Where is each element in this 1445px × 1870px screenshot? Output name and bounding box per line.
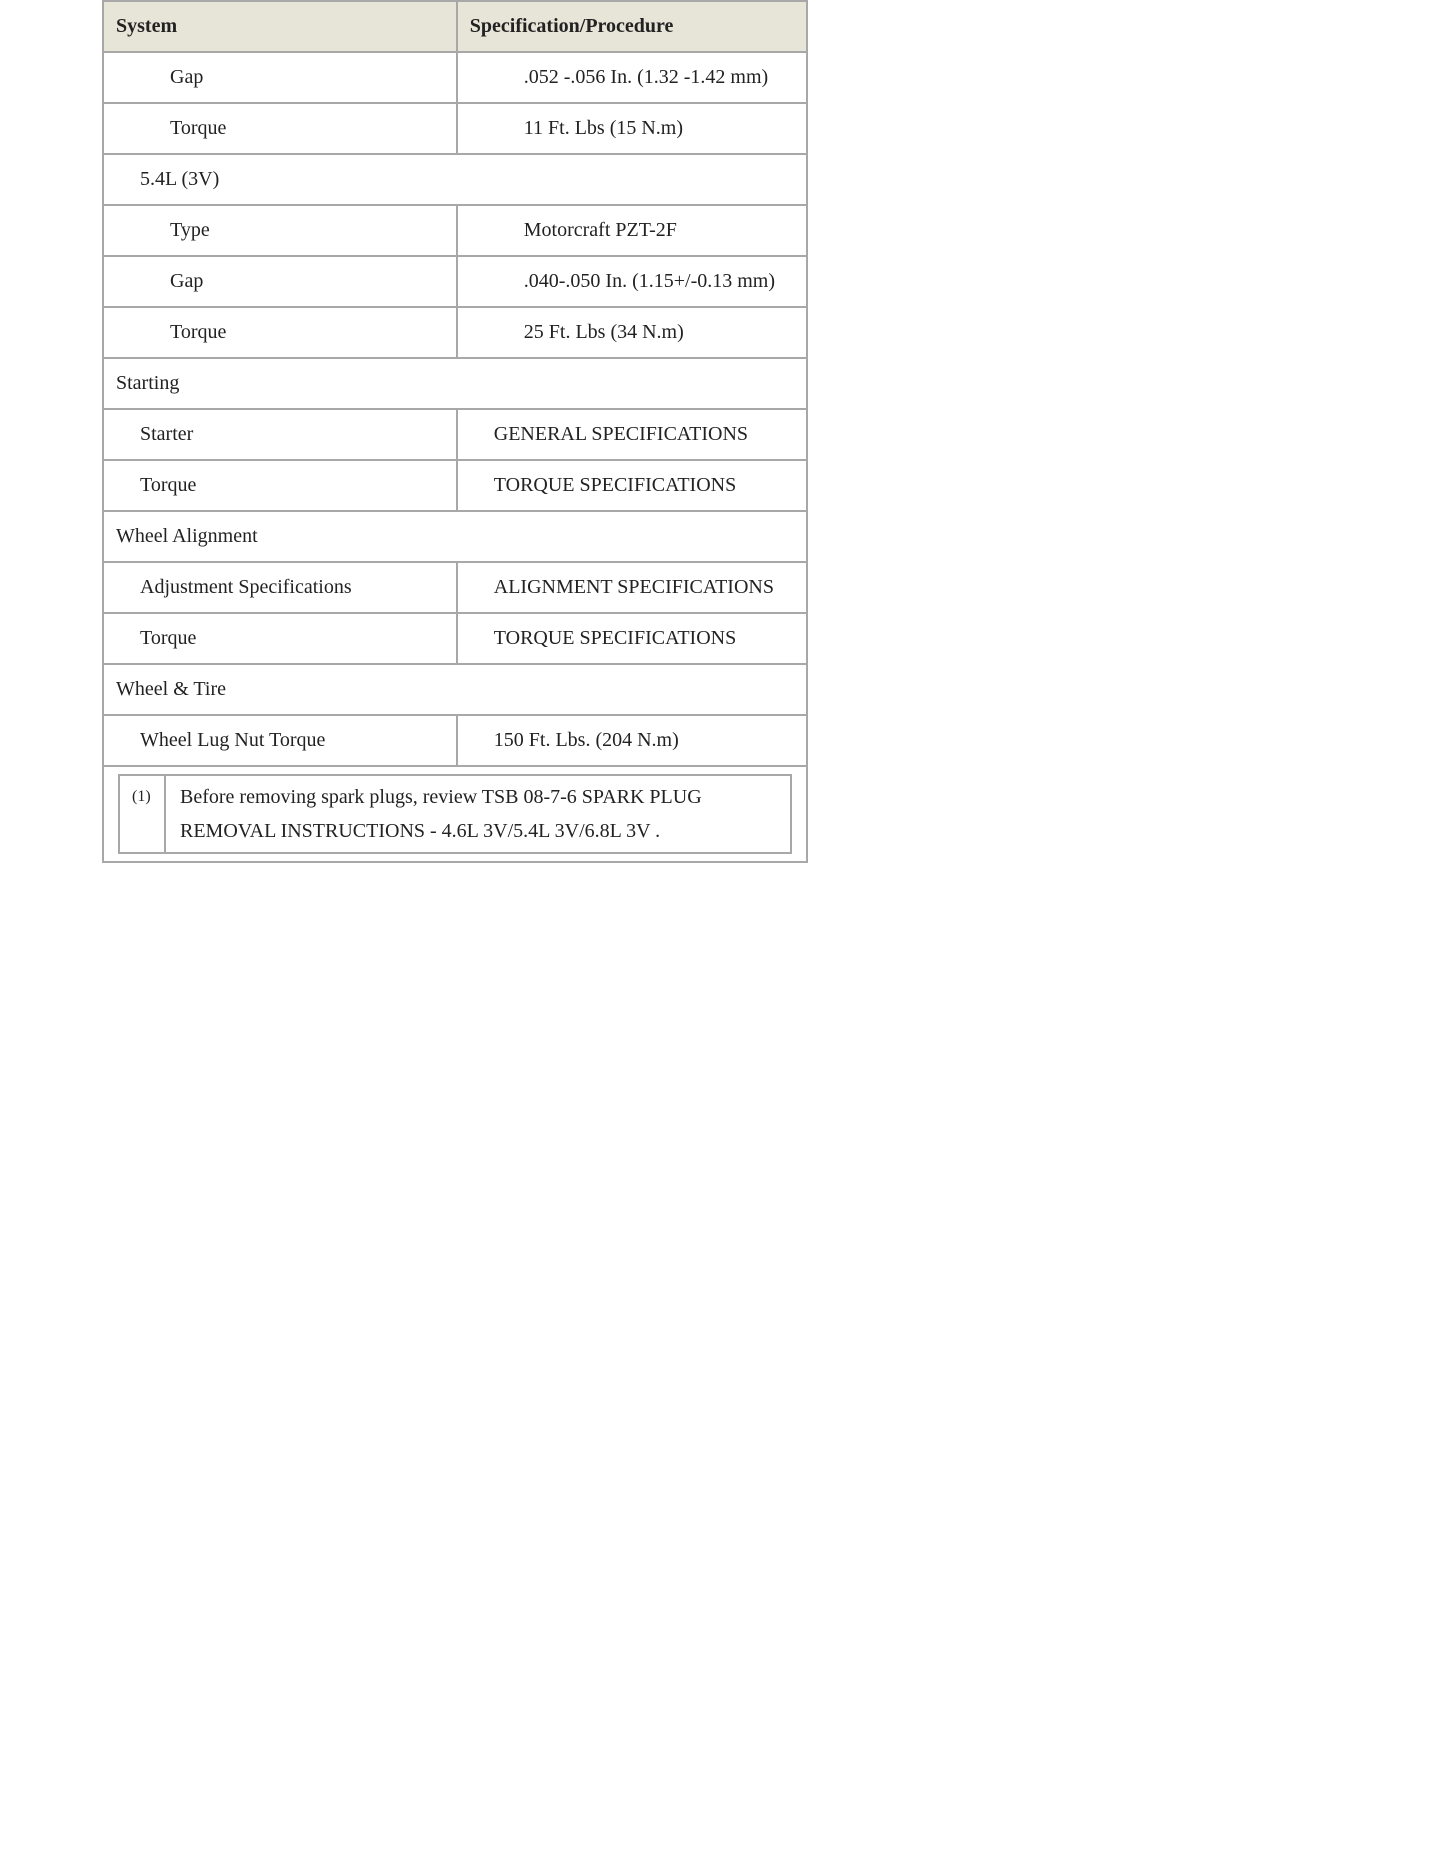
- spec-cell: .052 -.056 In. (1.32 -1.42 mm): [457, 52, 807, 103]
- system-cell: Type: [103, 205, 457, 256]
- section-heading: Wheel Alignment: [103, 511, 807, 562]
- footnote-table: [118, 774, 792, 854]
- spec-cell: ALIGNMENT SPECIFICATIONS: [457, 562, 807, 613]
- specifications-table: [102, 0, 808, 863]
- footnote-text: Before removing spark plugs, review TSB 08-7-6 SPARK PLUG REMOVAL INSTRUCTIONS - 4.6L 3V/5.4L 3V/6.8L 3V .: [165, 775, 791, 853]
- section-row: [103, 154, 807, 205]
- table-row: [103, 613, 807, 664]
- spec-cell: 150 Ft. Lbs. (204 N.m): [457, 715, 807, 766]
- table-row: [103, 52, 807, 103]
- table-row: [103, 409, 807, 460]
- spec-cell: Motorcraft PZT-2F: [457, 205, 807, 256]
- table-row: [103, 562, 807, 613]
- system-cell: Adjustment Specifications: [103, 562, 457, 613]
- table-row: [103, 256, 807, 307]
- system-cell: Starter: [103, 409, 457, 460]
- section-heading: 5.4L (3V): [103, 154, 807, 205]
- system-cell: Torque: [103, 307, 457, 358]
- footnote-row: [103, 766, 807, 862]
- table-row: [103, 103, 807, 154]
- system-cell: Torque: [103, 103, 457, 154]
- table-row: [103, 460, 807, 511]
- footnote-marker: (1): [119, 775, 165, 853]
- section-heading: Wheel & Tire: [103, 664, 807, 715]
- spec-cell: GENERAL SPECIFICATIONS: [457, 409, 807, 460]
- table-row: [103, 307, 807, 358]
- table-header-row: [103, 1, 807, 52]
- section-row: [103, 511, 807, 562]
- spec-cell: TORQUE SPECIFICATIONS: [457, 613, 807, 664]
- header-specification-procedure: Specification/Procedure: [457, 1, 807, 52]
- spec-cell: 25 Ft. Lbs (34 N.m): [457, 307, 807, 358]
- system-cell: Gap: [103, 52, 457, 103]
- table-row: [103, 205, 807, 256]
- spec-cell: 11 Ft. Lbs (15 N.m): [457, 103, 807, 154]
- section-row: [103, 358, 807, 409]
- spec-cell: TORQUE SPECIFICATIONS: [457, 460, 807, 511]
- system-cell: Wheel Lug Nut Torque: [103, 715, 457, 766]
- system-cell: Torque: [103, 460, 457, 511]
- footnote-cell: [103, 766, 807, 862]
- section-heading: Starting: [103, 358, 807, 409]
- system-cell: Torque: [103, 613, 457, 664]
- spec-cell: .040-.050 In. (1.15+/-0.13 mm): [457, 256, 807, 307]
- table-row: [103, 715, 807, 766]
- section-row: [103, 664, 807, 715]
- system-cell: Gap: [103, 256, 457, 307]
- header-system: System: [103, 1, 457, 52]
